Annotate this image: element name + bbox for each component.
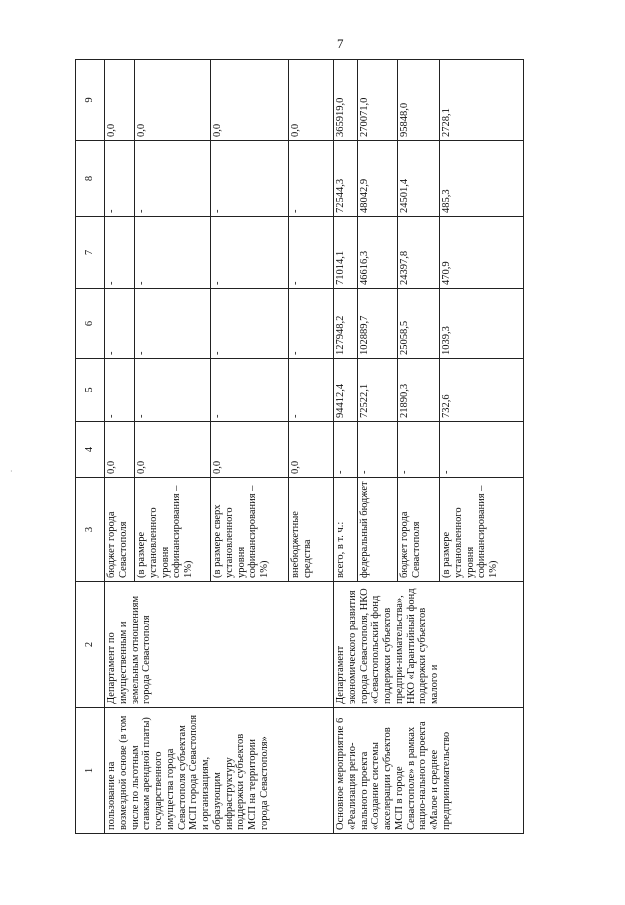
header-row [76,60,105,834]
header-cell: 8 [76,141,105,217]
funding-source: бюджет города Севастополя [105,478,135,582]
funding-source: (в размере сверх установленного уровня софинансирования – 1%) [211,478,289,582]
measure-description: Основное мероприятие 6 «Реализация регио-нального проекта «Создание системы акселерации субъектов МСП в городе Севастополе» в рамках нацио-нального проекта «Малое и среднее предпринимательство [334,708,524,834]
value-cell: - [135,359,211,422]
value-cell: - [105,289,135,359]
value-cell: 95848,0 [398,60,440,141]
header-cell: 2 [76,582,105,708]
value-cell: - [105,217,135,289]
value-cell: 21890,3 [398,359,440,422]
funding-source: (в размере установленного уровня софинансирования – 1%) [135,478,211,582]
activity-description: пользование на возмездной основе (в том числе по льготным ставкам арендной платы) государственного имущества города Севастополя субъектам МСП города Севастополя и организациям, образующим инфраструктуру поддержки субъектов МСП на территории города Севастополя» [105,708,334,834]
value-cell: 24501,4 [398,141,440,217]
funding-source: (в размере установленного уровня софинансирования – 1%) [440,478,524,582]
value-cell: 0,0 [289,422,334,478]
table-row [334,60,358,834]
value-cell: 46616,3 [358,217,398,289]
value-cell: 94412,4 [334,359,358,422]
value-cell: 0,0 [105,60,135,141]
value-cell: 0,0 [211,422,289,478]
value-cell: 0,0 [289,60,334,141]
value-cell: 365919,0 [334,60,358,141]
value-cell: 732,6 [440,359,524,422]
header-cell: 1 [76,708,105,834]
header-cell: 6 [76,289,105,359]
value-cell: 48042,9 [358,141,398,217]
value-cell: 270071,0 [358,60,398,141]
value-cell: - [358,422,398,478]
value-cell: - [135,289,211,359]
funding-source: внебюджетные средства [289,478,334,582]
header-cell: 7 [76,217,105,289]
executor-description: Департамент по имущественным и земельным отношениям города Севастополя [105,582,334,708]
table-row [105,60,135,834]
value-cell: - [105,141,135,217]
value-cell: 0,0 [135,422,211,478]
value-cell: - [211,217,289,289]
header-cell: 9 [76,60,105,141]
funding-source: всего, в т. ч.: [334,478,358,582]
value-cell: - [211,359,289,422]
value-cell: 0,0 [105,422,135,478]
value-cell: 72544,3 [334,141,358,217]
value-cell: 102889,7 [358,289,398,359]
value-cell: 25058,5 [398,289,440,359]
executor-description: Департамент экономического развития города Севастополя, НКО «Севастопольский фонд поддержки субъектов предпри-нимательства», НКО «Гарантийный фонд поддержки субъектов малого и [334,582,524,708]
value-cell: 72522,1 [358,359,398,422]
value-cell: - [289,359,334,422]
header-cell: 3 [76,478,105,582]
value-cell: - [289,289,334,359]
funding-source: бюджет города Севастополя [398,478,440,582]
value-cell: - [440,422,524,478]
value-cell: 127948,2 [334,289,358,359]
value-cell: - [211,141,289,217]
page-number: 7 [337,36,344,51]
funding-source: федеральный бюджет [358,478,398,582]
value-cell: 1039,3 [440,289,524,359]
funding-table [75,59,524,834]
value-cell: - [135,217,211,289]
stray-mark: · [10,467,13,476]
rotated-table [75,60,520,834]
value-cell: - [334,422,358,478]
header-cell: 4 [76,422,105,478]
value-cell: - [105,359,135,422]
value-cell: 71014,1 [334,217,358,289]
value-cell: 0,0 [211,60,289,141]
value-cell: - [211,289,289,359]
value-cell: - [289,141,334,217]
value-cell: - [398,422,440,478]
value-cell: 485,3 [440,141,524,217]
value-cell: - [135,141,211,217]
value-cell: 470,9 [440,217,524,289]
header-cell: 5 [76,359,105,422]
value-cell: - [289,217,334,289]
value-cell: 2728,1 [440,60,524,141]
value-cell: 24397,8 [398,217,440,289]
value-cell: 0,0 [135,60,211,141]
